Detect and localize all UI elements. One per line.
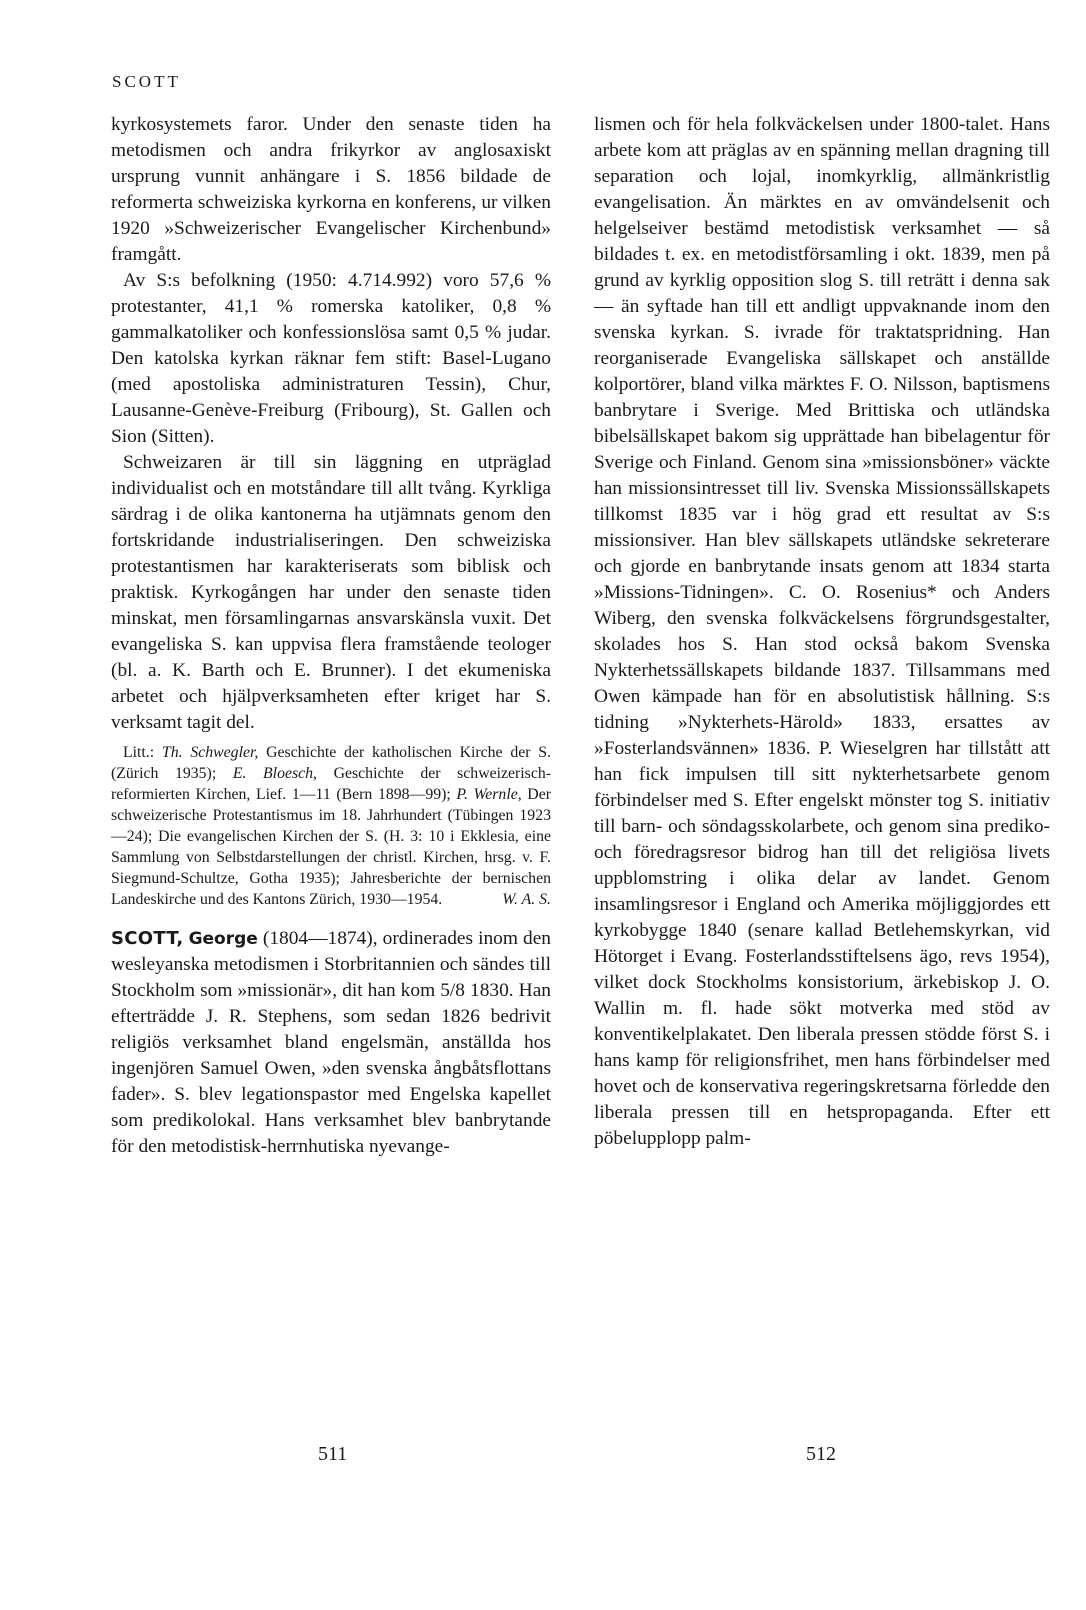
entry-headword-name: George [188,929,258,949]
literature-label: Litt.: [123,744,155,761]
page-number-right: 512 [806,1443,836,1465]
running-head: SCOTT [112,72,181,91]
author-signature: W. A. S. [502,891,551,908]
paragraph-continuation: kyrkosystemets faror. Under den senaste tiden ha metodismen och andra frikyrkor av anglosaxiskt ursprung vunnit anhängare i S. 1856 bildade de reformerta schweiziska kyrkorna en konferens, ur vilken 1920 »Schweizerischer Evangelischer Kirchenbund» framgått. [111,114,551,265]
paragraph-entry-continuation: lismen och för hela folkväckelsen under 1800-talet. Hans arbete kom att präglas av en spänning mellan dragning till separation och lojal, inomkyrklig, allmänkristlig evangelisation. Än märktes en av omvändelsenit och helgelseiver bestämd metodistisk verksamhet — så bildades t. ex. en metodistförsamling i okt. 1839, men på grund av kyrklig opposition slog S. till reträtt i denna sak — än syftade han till ett andligt uppvaknande inom den svenska kyrkan. S. ivrade för traktatspridning. Han reorganiserade Evangeliska sällskapet och anställde kolportörer, bland vilka märktes F. O. Nilsson, baptismens banbrytare i Sverige. Med Brittiska och utländska bibelsällskapet bakom sig upprättade han bibelagentur för Sverige och Finland. Genom sina »missionsböner» väckte han missionsintresset till liv. Svenska Missionssällskapets tillkomst 1835 var i hög grad ett resultat av S:s missionsiver. Han blev sällskapets utländske sekreterare och gjorde en banbrytande insats genom att 1834 starta »Missions-Tidningen». C. O. Rosenius* och Anders Wiberg, den svenska folkväckelsens förgrundsgestalter, skolades hos S. Han stod också bakom Svenska Nykterhetssällskapets bildande 1837. Tillsammans med Owen kämpade han för en absolutistisk hållning. S:s tidning »Nykterhets-Härold» 1833, ersattes av »Fosterlandsvännen» 1836. P. Wieselgren har tillstått att han fick impulsen till sitt nykterhetsarbete genom förbindelser med S. Efter engelskt mönster tog S. initiativ till barn- och söndagsskolarbete, och genom sina prediko- och föredragsresor bidrog han till det religiösa livets uppblomstring i olika delar av landet. Genom insamlingsresor i England och Amerika möjliggjordes ett kyrkobygge 1840 (senare kallad Betlehemskyrkan, vid Hötorget i Evang. Fosterlandsstiftelsens ägo, revs 1954), vilket dock Stockholms konsistorium, ärkebiskop J. O. Wallin m. fl. hade sökt motverka med stöd av konventikelplakatet. Den liberala pressen stödde först S. i hans kamp för religionsfrihet, men hans förbindelser med hovet och de konservativa regeringskretsarna förledde den liberala pressen till en hetspropaganda. Efter ett pöbelupplopp palm- [594,114,1050,1149]
entry-text: (1804—1874), ordinerades inom den wesleyanska metodismen i Storbritannien och sändes till Stockholm som »missionär», dit han kom 5/8 1830. Han efterträdde J. R. Stephens, som sedan 1826 bedrivit religiös verksamhet bland engelsmän, anställda hos ingenjören Samuel Owen, »den svenska ångbåtsflottans fader». S. blev legationspastor med Engelska kapellet som predikolokal. Hans verksamhet blev banbrytande för den metodistisk-herrnhutiska nyevange- [111,928,551,1157]
left-column [111,112,551,1160]
entry-scott-george [111,926,551,1160]
literature-author: Th. Schwegler, [161,744,259,761]
page-number-left: 511 [318,1443,348,1465]
literature-author: E. Bloesch, [232,765,317,782]
paragraph-character: Schweizaren är till sin läggning en utpräglad individualist och en motståndare till allt tvång. Kyrkliga särdrag i de olika kantonerna ha utjämnats genom den fortskridande industrialiseringen. Den schweiziska protestantismen har karakteriserats som biblisk och praktisk. Kyrkogången har under den senaste tiden minskat, men församlingarnas ansvarskänsla vuxit. Det evangeliska S. kan uppvisa flera framstående teologer (bl. a. K. Barth och E. Brunner). I det ekumeniska arbetet och hjälpverksamheten efter kriget har S. verksamt tagit del. [111,452,551,733]
entry-headword: SCOTT, [111,928,184,949]
literature-author: P. Wernle, [456,786,522,803]
literature-title: Geschichte der katholischen Kirche der S. (Zürich 1935); [111,744,551,782]
literature-title: Geschichte der schweizerisch-reformierten Kirchen, Lief. 1—11 (Bern 1898—99); [111,765,551,803]
literature-references [111,742,551,910]
paragraph-population: Av S:s befolkning (1950: 4.714.992) voro 57,6 % protestanter, 41,1 % romerska katoliker, 0,8 % gammalkatoliker och konfessionslösa samt 0,5 % judar. Den katolska kyrkan räknar fem stift: Basel-Lugano (med apostoliska administraturen Tessin), Chur, Lausanne-Genève-Freiburg (Fribourg), St. Gallen och Sion (Sitten). [111,270,551,447]
right-column [594,112,1050,1152]
literature-title: Der schweizerische Protestantismus im 18. Jahrhundert (Tübingen 1923—24); Die evangelischen Kirchen der S. (H. 3: 10 i Ekklesia, eine Sammlung von Selbstdarstellungen der christl. Kirchen, hrsg. v. F. Siegmund-Schultze, Gotha 1935); Jahresberichte der bernischen Landeskirche und des Kantons Zürich, 1930—1954. [111,786,551,908]
